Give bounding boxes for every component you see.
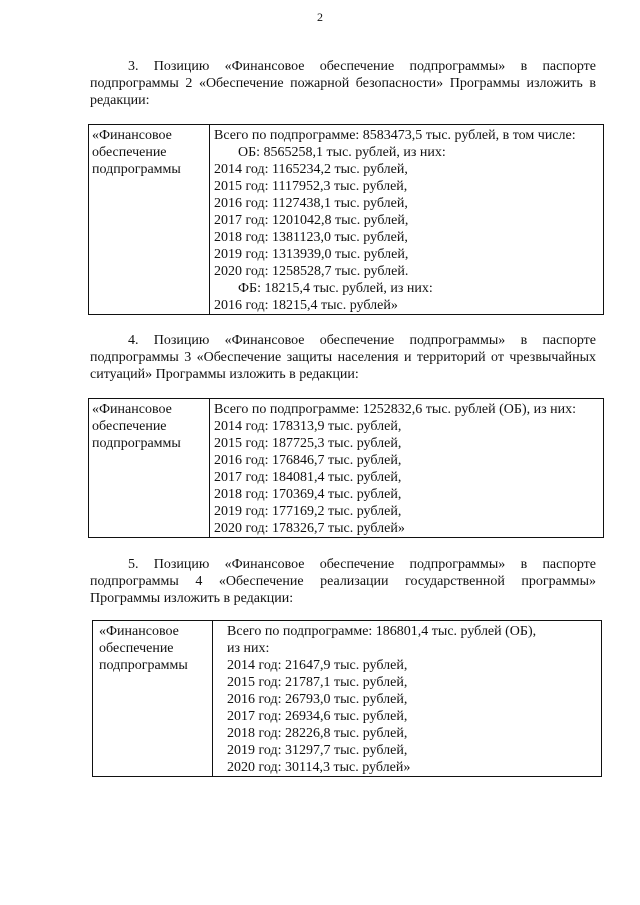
- paragraph-text: 3. Позицию «Финансовое обеспечение подпрограммы» в паспорте подпрограммы 2 «Обеспечение пожарной безопасности» Программы изложить в редакции:: [90, 59, 596, 108]
- total-line: Всего по подпрограмме: 186801,4 тыс. рублей (ОБ),: [227, 624, 537, 639]
- fb-line: ФБ: 18215,4 тыс. рублей, из них:: [238, 281, 433, 296]
- total-line: Всего по подпрограмме: 8583473,5 тыс. рублей, в том числе:: [214, 128, 576, 143]
- page-number: 2: [317, 10, 323, 24]
- year-line: 2020 год: 1258528,7 тыс. рублей.: [214, 264, 409, 279]
- year-line: 2015 год: 21787,1 тыс. рублей,: [227, 675, 408, 690]
- financing-table-subprogram-4: [92, 620, 602, 777]
- year-line: 2018 год: 170369,4 тыс. рублей,: [214, 487, 402, 502]
- ob-line: ОБ: 8565258,1 тыс. рублей, из них:: [238, 145, 446, 160]
- year-line: 2015 год: 1117952,3 тыс. рублей,: [214, 179, 408, 194]
- value-cell: [210, 399, 604, 538]
- year-line: 2020 год: 178326,7 тыс. рублей»: [214, 521, 405, 536]
- paragraph-section-5: [90, 556, 596, 607]
- label-cell: [89, 399, 210, 538]
- label-line: подпрограммы: [92, 436, 181, 451]
- year-line: 2017 год: 184081,4 тыс. рублей,: [214, 470, 402, 485]
- value-cell: [213, 621, 602, 777]
- label-cell: [89, 125, 210, 315]
- total-line-continued: из них:: [227, 641, 270, 656]
- year-line: 2019 год: 177169,2 тыс. рублей,: [214, 504, 402, 519]
- financing-table-subprogram-3: [88, 398, 604, 538]
- paragraph-text: 4. Позицию «Финансовое обеспечение подпрограммы» в паспорте подпрограммы 3 «Обеспечение защиты населения и территорий от чрезвычайных ситуаций» Программы изложить в редакции:: [90, 333, 596, 382]
- year-line: 2014 год: 178313,9 тыс. рублей,: [214, 419, 402, 434]
- total-line: Всего по подпрограмме: 1252832,6 тыс. рублей (ОБ), из них:: [214, 402, 577, 417]
- year-line: 2014 год: 21647,9 тыс. рублей,: [227, 658, 408, 673]
- year-line: 2015 год: 187725,3 тыс. рублей,: [214, 436, 402, 451]
- year-line: 2019 год: 1313939,0 тыс. рублей,: [214, 247, 409, 262]
- year-line: 2017 год: 26934,6 тыс. рублей,: [227, 709, 408, 724]
- year-line: 2018 год: 1381123,0 тыс. рублей,: [214, 230, 408, 245]
- year-line: 2018 год: 28226,8 тыс. рублей,: [227, 726, 408, 741]
- year-line: 2014 год: 1165234,2 тыс. рублей,: [214, 162, 408, 177]
- paragraph-section-3: [90, 58, 596, 109]
- label-line: «Финансовое: [92, 128, 172, 143]
- year-line: 2016 год: 1127438,1 тыс. рублей,: [214, 196, 408, 211]
- label-line: обеспечение: [99, 641, 174, 656]
- year-line: 2016 год: 26793,0 тыс. рублей,: [227, 692, 408, 707]
- paragraph-text: 5. Позицию «Финансовое обеспечение подпрограммы» в паспорте подпрограммы 4 «Обеспечение реализации государственной программы» Программы изложить в редакции:: [90, 557, 596, 606]
- label-line: «Финансовое: [99, 624, 179, 639]
- label-line: подпрограммы: [92, 162, 181, 177]
- year-line: 2017 год: 1201042,8 тыс. рублей,: [214, 213, 409, 228]
- year-line: 2020 год: 30114,3 тыс. рублей»: [227, 760, 411, 775]
- label-cell: [93, 621, 213, 777]
- label-line: «Финансовое: [92, 402, 172, 417]
- value-cell: [210, 125, 604, 315]
- year-line: 2016 год: 176846,7 тыс. рублей,: [214, 453, 402, 468]
- label-line: обеспечение: [92, 145, 167, 160]
- label-line: подпрограммы: [99, 658, 188, 673]
- fb-year-line: 2016 год: 18215,4 тыс. рублей»: [214, 298, 398, 313]
- year-line: 2019 год: 31297,7 тыс. рублей,: [227, 743, 408, 758]
- label-line: обеспечение: [92, 419, 167, 434]
- paragraph-section-4: [90, 332, 596, 383]
- financing-table-subprogram-2: [88, 124, 604, 315]
